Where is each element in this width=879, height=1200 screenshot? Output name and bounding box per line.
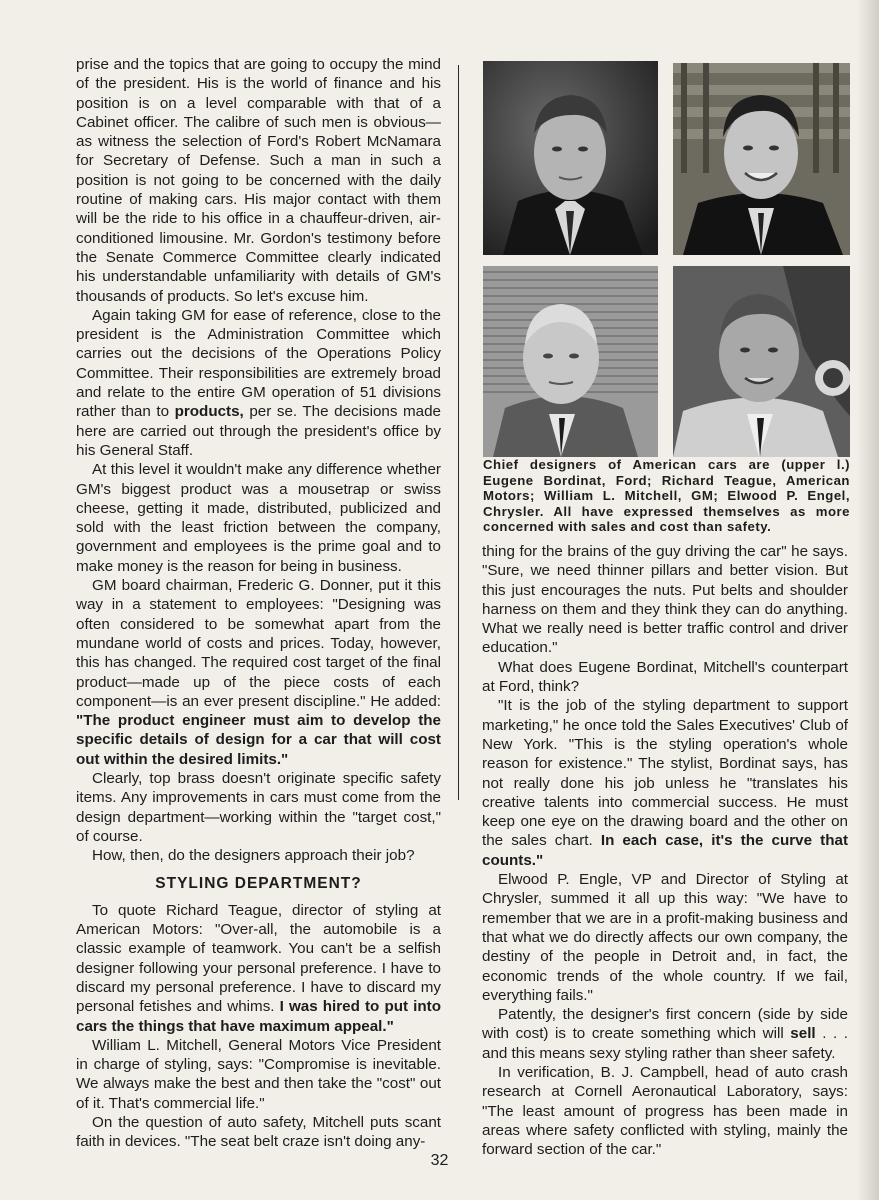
text-run: Again taking GM for ease of reference, close to the president is the Administration Committee which carries out the decisions of the Operations Policy Committee. Their responsibilities are extremely broad and relate to the entire GM operation of 51 divisions rather than to — [76, 306, 441, 421]
section-heading: STYLING DEPARTMENT? — [155, 875, 362, 893]
paragraph: In verification, B. J. Campbell, head of auto crash research at Cornell Aeronautical Laboratory, says: "The least amount of progress has been made in areas where safety conflicted with styling, mainly the forward section of the car." — [482, 1064, 848, 1159]
paragraph: Elwood P. Engle, VP and Director of Styling at Chrysler, summed it all up this way: "We have to remember that we are in a profit-making business and that what we do directly affects our own company, the destiny of the people in Detroit and, in fact, the economic trends of the whole country. If we fail, everything fails." — [482, 871, 848, 1004]
photo-caption: Chief designers of American cars are (upper l.) Eugene Bordinat, Ford; Richard Teague, American Motors; William L. Mitchell, GM; Elwood P. Engel, Chrysler. All have expressed themselves as more concerned with sales and cost than safety. — [483, 457, 850, 535]
bold-quote: In each case, it's the curve that counts." — [482, 832, 849, 869]
portrait-image — [483, 61, 658, 255]
text-run: "It is the job of the styling department to support marketing," he once told the Sales Executives' Club of New York. "This is the styling operation's whole reason for existence." The stylist, Bordinat says, has not really done his job unless he "translates his creative talents into commercial success. He must keep one eye on the drawing board and the other on the sales chart. — [482, 697, 848, 850]
paragraph — [76, 901, 441, 1036]
portrait-image — [483, 266, 658, 457]
paragraph: William L. Mitchell, General Motors Vice President in charge of styling, says: "Compromise is inevitable. We always make the best and then take the "cost" out of it. That's commercial life." — [76, 1036, 441, 1112]
paragraph — [76, 576, 441, 769]
paragraph: What does Eugene Bordinat, Mitchell's counterpart at Ford, think? — [482, 658, 848, 696]
portrait-image — [673, 266, 850, 457]
paragraph: thing for the brains of the guy driving the car" he says. "Sure, we need thinner pillars and better vision. But this just encourages the nuts. Put belts and shoulder harness on them and they think they can do anything. What we really need is better traffic control and driver education." — [482, 543, 848, 657]
page-edge-shadow — [857, 0, 879, 1200]
column-divider — [458, 65, 459, 800]
paragraph — [76, 306, 441, 460]
portrait-photo-teague — [673, 63, 850, 255]
text-run: To quote Richard Teague, director of styling at American Motors: "Over-all, the automobile is a classic example of teamwork. You can't be a selfish designer following your personal preference. I have to discard my personal preference. I have to discard my personal fetishes and whims. — [76, 901, 441, 1016]
paragraph — [482, 696, 848, 870]
right-column — [482, 542, 848, 1160]
page-number: 32 — [430, 1152, 449, 1169]
paragraph: Clearly, top brass doesn't originate specific safety items. Any improvements in cars must come from the design department—working within the "target cost," of course. — [76, 769, 441, 845]
text-run: GM board chairman, Frederic G. Donner, put it this way in a statement to employees: "Designing was often considered to be somewhat apart from the mundane world of costs and prices. Today, however, this has changed. The required cost target of the final product—made up of the piece costs of each component—is an ever present discipline." He added: — [76, 577, 441, 710]
bold-text: sell — [790, 1025, 816, 1043]
paragraph — [482, 1005, 848, 1063]
paragraph: On the question of auto safety, Mitchell puts scant faith in devices. "The seat belt craze isn't doing any- — [76, 1114, 441, 1151]
paragraph: prise and the topics that are going to occupy the mind of the president. His is the world of finance and his position is on a level comparable with that of a Cabinet officer. The calibre of such men is obvious—as witness the selection of Ford's Robert McNamara for Secretary of Defense. Such a man in such a position is not going to be concerned with the daily routine of making cars. His major contact with them will be the ride to his office in a chauffeur-driven, air-conditioned limousine. Mr. Gordon's testimony before the Senate Commerce Committee clearly indicated his understandable unfamiliarity with details of GM's thousands of products. So let's excuse him. — [76, 56, 441, 305]
text-run: per se. The decisions made here are carried out through the president's office by his General Staff. — [76, 403, 441, 459]
left-column — [76, 55, 441, 1152]
bold-text: products, — [174, 403, 244, 421]
photo-grid — [483, 61, 850, 457]
bold-quote: "The product engineer must aim to develop the specific details of design for a car that will cost out within the desired limits." — [76, 712, 441, 768]
text-run: . . . and this means sexy styling rather than sheer safety. — [482, 1025, 848, 1062]
portrait-photo-mitchell — [483, 266, 658, 457]
paragraph: How, then, do the designers approach their job? — [92, 847, 415, 865]
text-run: Patently, the designer's first concern (side by side with cost) is to create something which will — [482, 1006, 848, 1043]
portrait-photo-engel — [673, 266, 850, 457]
bold-quote: I was hired to put into cars the things that have maximum appeal." — [76, 998, 441, 1035]
portrait-image — [673, 63, 850, 255]
paragraph: At this level it wouldn't make any difference whether GM's biggest product was a mousetrap or swiss cheese, getting it made, distributed, publicized and sold with the least friction between the company, government and employees is the prime goal and to make money is the reason for being in business. — [76, 461, 441, 575]
portrait-photo-bordinat — [483, 61, 658, 255]
